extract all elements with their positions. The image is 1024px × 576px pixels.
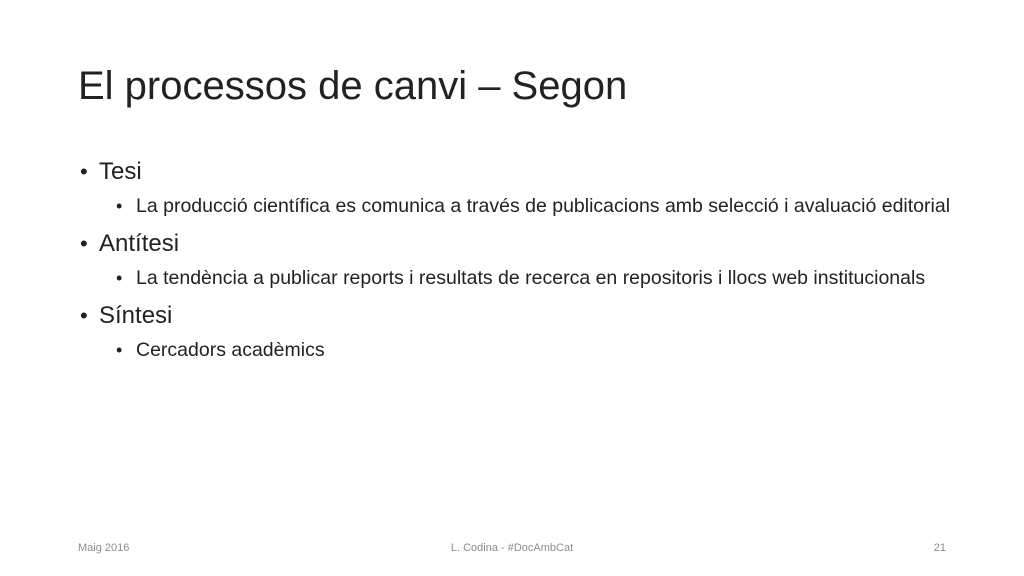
slide-title: El processos de canvi – Segon — [78, 64, 628, 108]
bullet-sintesi — [80, 300, 960, 332]
slide-content — [80, 156, 960, 364]
sub-bullet-antitesi — [116, 264, 956, 292]
bullet-antitesi — [80, 228, 960, 260]
footer-page-number: 21 — [933, 542, 946, 554]
footer-author: L. Codina - #DocAmbCat — [450, 542, 574, 554]
sub-bullet-dot: • — [116, 268, 123, 288]
bullet-heading: Antítesi — [99, 230, 180, 257]
sub-bullet-sintesi — [116, 336, 956, 364]
bullet-dot: • — [80, 303, 88, 328]
sub-bullet-dot: • — [116, 196, 123, 216]
sub-bullet-tesi — [116, 192, 956, 220]
bullet-dot: • — [80, 159, 88, 184]
bullet-dot: • — [80, 231, 88, 256]
footer-date: Maig 2016 — [78, 542, 130, 554]
sub-bullet-text: La producció científica es comunica a través de publicacions amb selecció i avaluació editorial — [136, 195, 951, 217]
sub-bullet-text: Cercadors acadèmics — [136, 339, 325, 361]
bullet-heading: Síntesi — [99, 302, 173, 329]
sub-bullet-text: La tendència a publicar reports i resultats de recerca en repositoris i llocs web institucionals — [136, 267, 926, 289]
bullet-heading: Tesi — [99, 158, 142, 185]
bullet-tesi — [80, 156, 960, 188]
sub-bullet-dot: • — [116, 340, 123, 360]
